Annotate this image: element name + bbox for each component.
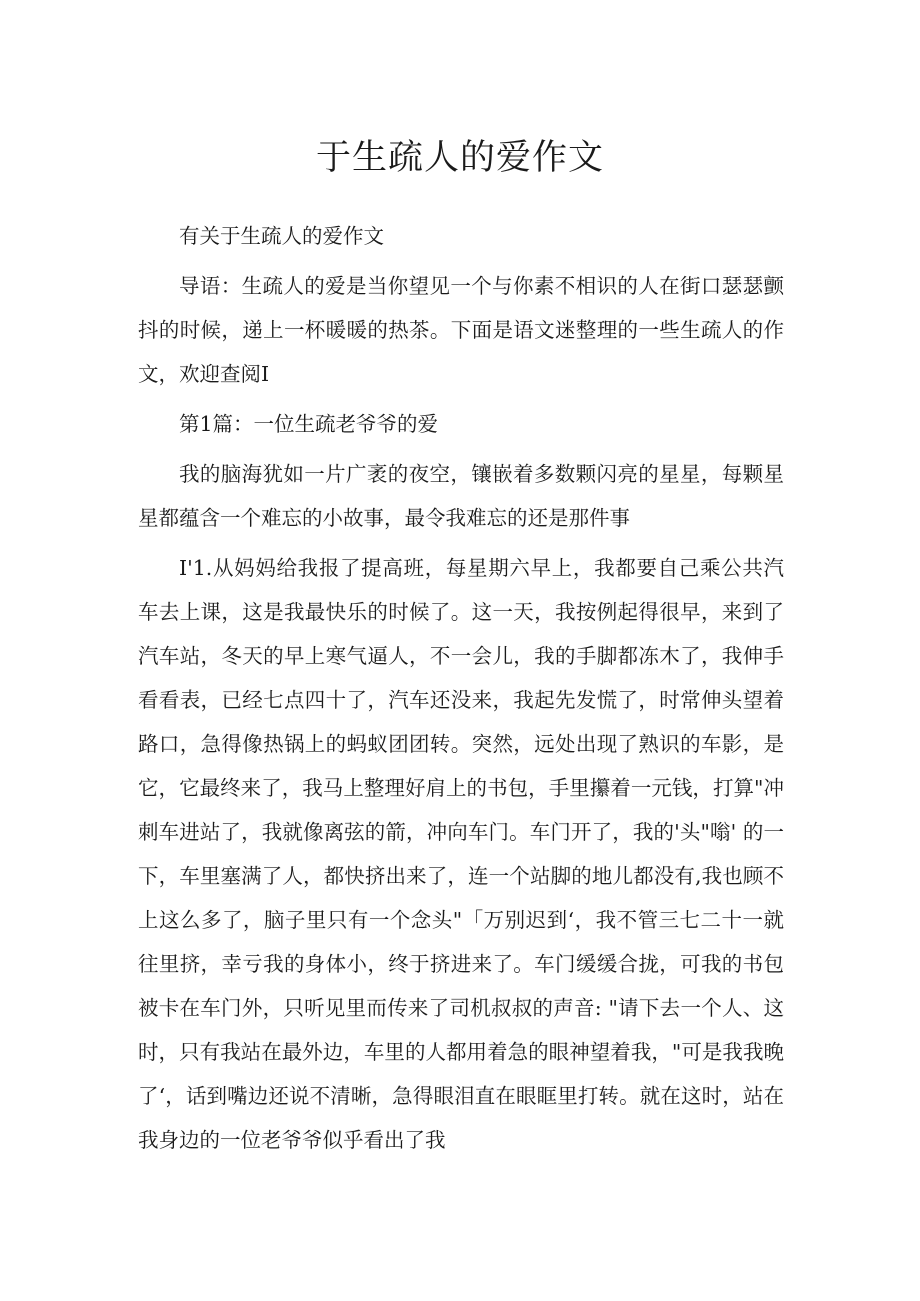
document-body bbox=[138, 214, 784, 1162]
body-paragraph: 我的脑海犹如一片广袤的夜空，镶嵌着多数颗闪亮的星星，每颗星星都蕴含一个难忘的小故事，最令我难忘的还是那件事 bbox=[138, 462, 784, 530]
body-paragraph: I'1.从妈妈给我报了提高班，每星期六早上，我都要自己乘公共汽车去上课，这是我最快乐的时候了。这一天，我按例起得很早，来到了汽车站，冬天的早上寒气逼人，不一会儿，我的手脚都冻木了，我伸手看看表，已经七点四十了，汽车还没来，我起先发慌了，时常伸头望着路口，急得像热锅上的蚂蚁团团转。突然，远处出现了熟识的车影，是它，它最终来了，我马上整理好肩上的书包，手里攥着一元钱，打算"冲刺车进站了，我就像离弦的箭，冲向车门。车门开了，我的'头"嗡' 的一下，车里塞满了人，都快挤出来了，连一个站脚的地儿都没有,我也顾不上这么多了，脑子里只有一个念头"「万别迟到‘，我不管三七二十一就往里挤，幸亏我的身体小，终于挤进来了。车门缓缓合拢，可我的书包被卡在车门外，只听见里而传来了司机叔叔的声音: "请下去一个人、这时，只有我站在最外边，车里的人都用着急的眼神望着我，"可是我我晚了‘，话到嘴边还说不清晰，急得眼泪直在眼眶里打转。就在这时，站在我身边的一位老爷爷似乎看出了我 bbox=[138, 556, 784, 1152]
subtitle-paragraph: 有关于生疏人的爱作文 bbox=[179, 224, 384, 248]
section-heading: 第1篇：一位生疏老爷爷的爱 bbox=[179, 412, 439, 436]
intro-paragraph: 导语：生疏人的爱是当你望见一个与你素不相识的人在街口瑟瑟颤抖的时候，递上一杯暖暖的热茶。下面是语文迷整理的一些生疏人的作文，欢迎查阅I bbox=[138, 274, 784, 386]
document-title: 于生疏人的爱作文 bbox=[315, 138, 604, 178]
